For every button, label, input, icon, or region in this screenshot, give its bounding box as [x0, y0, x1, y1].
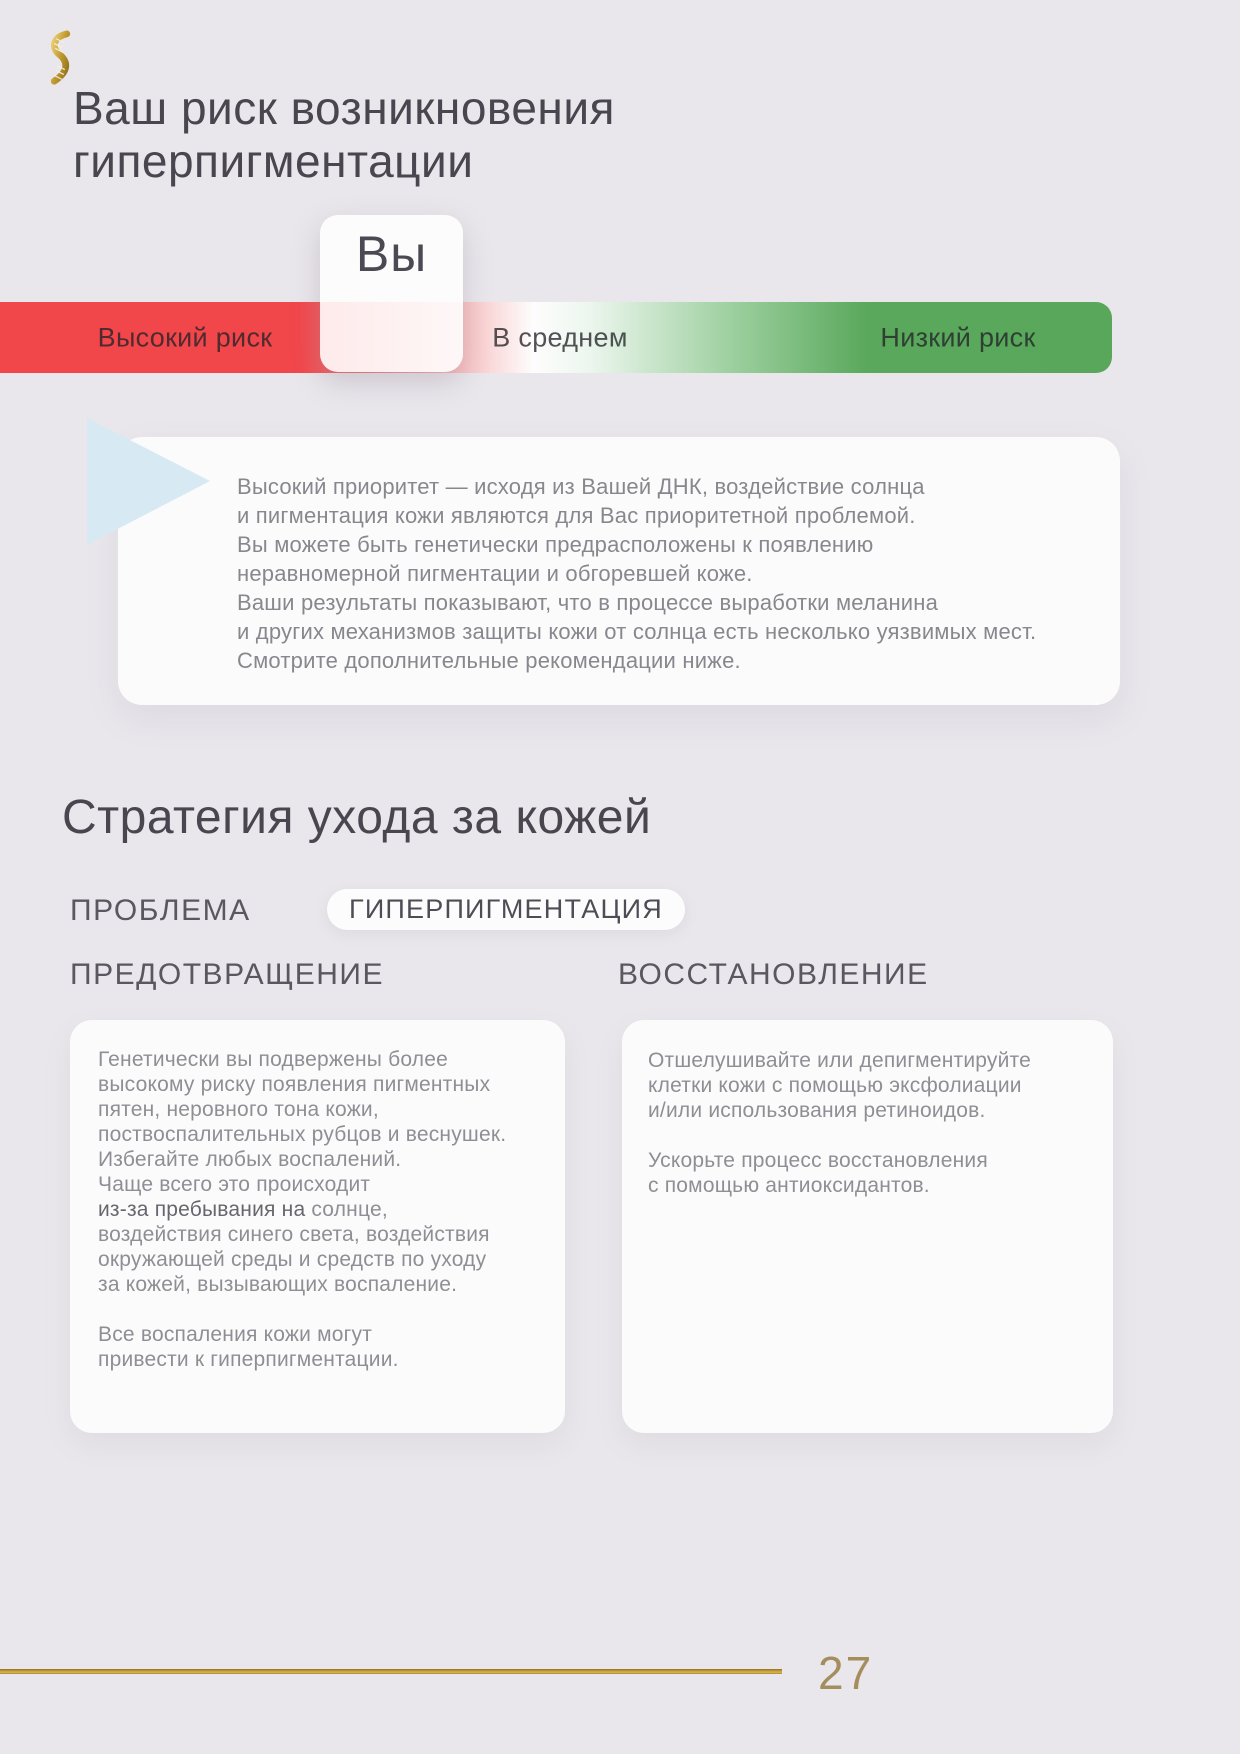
text-line: и других механизмов защиты кожи от солнца есть несколько уязвимых мест.: [237, 619, 1037, 644]
risk-label-low: Низкий риск: [880, 322, 1036, 352]
page-number: 27: [818, 1647, 874, 1699]
page-title-line1: Ваш риск возникновения: [73, 82, 615, 134]
text-line: привести к гиперпигментации.: [98, 1348, 399, 1371]
text-line: поствоспалительных рубцов и веснушек.: [98, 1123, 507, 1146]
text-line: из-за пребывания на солнце,: [98, 1198, 388, 1221]
prevention-column-header: ПРЕДОТВРАЩЕНИЕ: [70, 958, 384, 991]
text-line: и пигментация кожи являются для Вас приоритетной проблемой.: [237, 503, 916, 528]
footer-gold-rule: [0, 1669, 782, 1674]
text-line: [98, 1297, 545, 1322]
recovery-card-text: [648, 1048, 1093, 1198]
prevention-card-text: [98, 1047, 545, 1372]
text-line: за кожей, вызывающих воспаление.: [98, 1273, 458, 1296]
text-line: Все воспаления кожи могут: [98, 1323, 373, 1346]
text-line: Вы можете быть генетически предрасположены к появлению: [237, 532, 874, 557]
text-line: Высокий приоритет — исходя из Вашей ДНК, воздействие солнца: [237, 474, 925, 499]
page-title: [73, 82, 615, 188]
text-line: Чаще всего это происходит: [98, 1173, 371, 1196]
text-line: с помощью антиоксидантов.: [648, 1174, 930, 1197]
recovery-card: [622, 1020, 1113, 1433]
text-line: воздействия синего света, воздействия: [98, 1223, 490, 1246]
text-line: Ваши результаты показывают, что в процессе выработки меланина: [237, 590, 939, 615]
risk-summary-text: [237, 472, 1036, 675]
risk-gradient-bar: [0, 302, 1112, 373]
text-line: Ускорьте процесс восстановления: [648, 1149, 988, 1172]
text-line: и/или использования ретиноидов.: [648, 1099, 986, 1122]
prevention-card: [70, 1020, 565, 1433]
text-line: Избегайте любых воспалений.: [98, 1148, 402, 1171]
text-line: неравномерной пигментации и обгоревшей коже.: [237, 561, 753, 586]
problem-label: ПРОБЛЕМА: [70, 894, 251, 927]
dna-logo-icon: [44, 30, 76, 88]
text-line: окружающей среды и средств по уходу: [98, 1248, 487, 1271]
risk-label-high: Высокий риск: [97, 322, 273, 352]
problem-value-chip: ГИПЕРПИГМЕНТАЦИЯ: [327, 889, 685, 930]
text-line: пятен, неровного тона кожи,: [98, 1098, 379, 1121]
text-line: Отшелушивайте или депигментируйте: [648, 1049, 1031, 1072]
your-position-marker-label: Вы: [355, 226, 428, 282]
text-line: клетки кожи с помощью эксфолиации: [648, 1074, 1022, 1097]
text-line: Генетически вы подвержены более: [98, 1048, 448, 1071]
your-position-marker: [320, 215, 463, 372]
text-line: Смотрите дополнительные рекомендации ниже.: [237, 648, 741, 673]
section-title: Стратегия ухода за кожей: [62, 791, 652, 844]
text-line: высокому риску появления пигментных: [98, 1073, 491, 1096]
risk-label-average: В среднем: [492, 322, 628, 352]
recovery-column-header: ВОССТАНОВЛЕНИЕ: [618, 958, 929, 991]
page-title-line2: гиперпигментации: [73, 135, 474, 187]
text-line: [648, 1123, 1093, 1148]
triangle-right-icon: [87, 418, 210, 545]
